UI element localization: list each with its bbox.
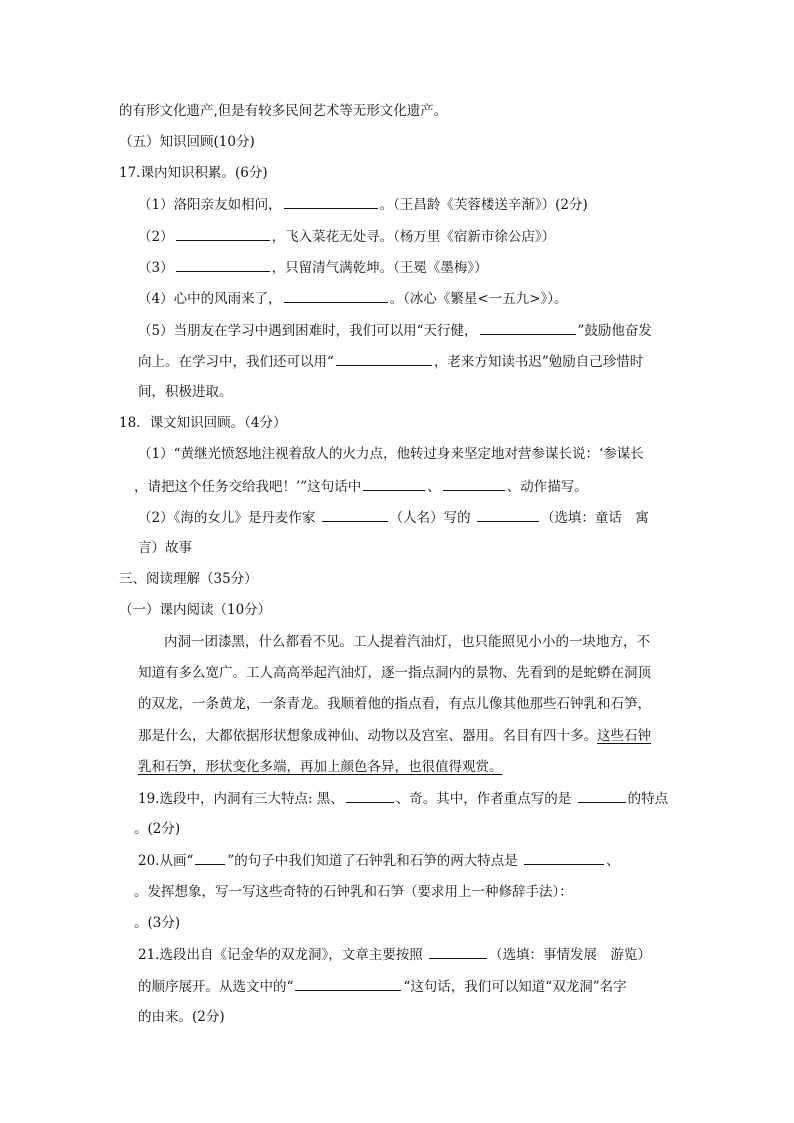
question-17-heading: 17.课内知识积累。(6分) <box>119 165 268 181</box>
question-19-line1: 19.选段中，内洞有三大特点: 黑、 、奇。其中，作者重点写的是 的特点 <box>138 788 668 809</box>
passage-line: 那是什么，大都依据形状想象成神仙、动物以及宫室、器用。名目有四十多。这些石钟 <box>138 728 651 744</box>
question-17-2: （2） ，飞入菜花无处寻。（杨万里《宿新市徐公店》） <box>138 226 555 247</box>
passage-line: 内洞一团漆黑，什么都看不见。工人提着汽油灯，也只能照见小小的一块地方，不 <box>164 634 650 650</box>
answer-blank[interactable] <box>443 476 505 491</box>
question-17-3: （3） ，只留清气满乾坤。（王冕《墨梅》） <box>138 257 488 278</box>
answer-blank[interactable] <box>195 850 225 865</box>
answer-blank[interactable] <box>363 476 425 491</box>
question-18-2-line1: （2）《海的女儿》是丹麦作家 （人名）写的 （选填：童话 寓 <box>138 507 649 528</box>
answer-blank[interactable] <box>176 226 270 241</box>
answer-blank[interactable] <box>477 507 539 522</box>
answer-blank[interactable] <box>176 257 270 272</box>
answer-blank[interactable] <box>429 944 487 959</box>
underlined-sentence: 乳和石笋，形状变化多端，再加上颜色各异，也很值得观赏。 <box>138 759 503 775</box>
answer-blank[interactable] <box>322 507 388 522</box>
question-17-1: （1）洛阳亲友如相问， 。（王昌龄《芙蓉楼送辛渐》）(2分) <box>138 194 588 215</box>
section-heading: （五）知识回顾(10分) <box>119 134 255 150</box>
answer-blank[interactable] <box>524 850 604 865</box>
question-17-5-line3: 间，积极进取。 <box>138 384 233 400</box>
underlined-sentence: 这些石钟 <box>597 728 651 744</box>
question-18-2-line2: 言）故事 <box>138 540 192 556</box>
question-19-line2: 。(2分) <box>134 821 181 837</box>
question-18-1-line2: ，请把这个任务交给我吧！’”这句话中 、 、动作描写。 <box>134 476 588 497</box>
answer-blank[interactable] <box>346 788 394 803</box>
question-20-line2: 。发挥想象，写一写这些奇特的石钟乳和石笋（要求用上一种修辞手法）： <box>134 884 573 900</box>
question-17-5-line1: （5）当朋友在学习中遇到困难时，我们可以用“天行健， ”鼓励他奋发 <box>138 320 652 341</box>
answer-blank[interactable] <box>284 288 388 303</box>
answer-blank[interactable] <box>295 976 401 991</box>
question-17-4: （4）心中的风雨来了， 。（冰心《繁星<一五九>》）。 <box>138 288 567 309</box>
answer-blank[interactable] <box>284 194 378 209</box>
text-line: 的有形文化遗产,但是有较多民间艺术等无形文化遗产。 <box>119 103 448 119</box>
passage-line <box>138 757 503 777</box>
answer-blank[interactable] <box>578 788 626 803</box>
question-20-line3: 。(3分) <box>134 915 181 931</box>
answer-blank[interactable] <box>336 351 432 366</box>
passage-line: 知道有多么宽广。工人高高举起汽油灯，逐一指点洞内的景物、先看到的是蛇蟒在洞顶 <box>138 665 651 681</box>
question-17-5-line2: 向上。在学习中，我们还可以用“ ，老来方知读书迟”勉励自己珍惜时 <box>138 351 643 372</box>
section-heading: 三、阅读理解（35分） <box>119 571 258 587</box>
passage-line: 的双龙，一条黄龙，一条青龙。我顺着他的指点看，有点儿像其他那些石钟乳和石笋， <box>138 696 651 712</box>
question-21-line1: 21.选段出自《记金华的双龙洞》，文章主要按照 （选填：事情发展 游览） <box>138 944 651 965</box>
question-21-line2: 的顺序展开。从选文中的“ “这句话，我们可以知道“双龙洞”名字 <box>138 976 627 997</box>
question-21-line3: 的由来。(2分) <box>138 1009 225 1025</box>
question-20-line1: 20.从画“ ”的句子中我们知道了石钟乳和石笋的两大特点是 、 <box>138 850 620 871</box>
question-18-1-line1: （1）“黄继光愤怒地注视着敌人的火力点，他转过身来坚定地对营参谋长说：‘参谋长 <box>138 446 644 462</box>
subsection-heading: （一）课内阅读（10分） <box>119 602 272 618</box>
answer-blank[interactable] <box>480 320 576 335</box>
question-18-heading: 18．课文知识回顾。（4分） <box>119 415 287 431</box>
